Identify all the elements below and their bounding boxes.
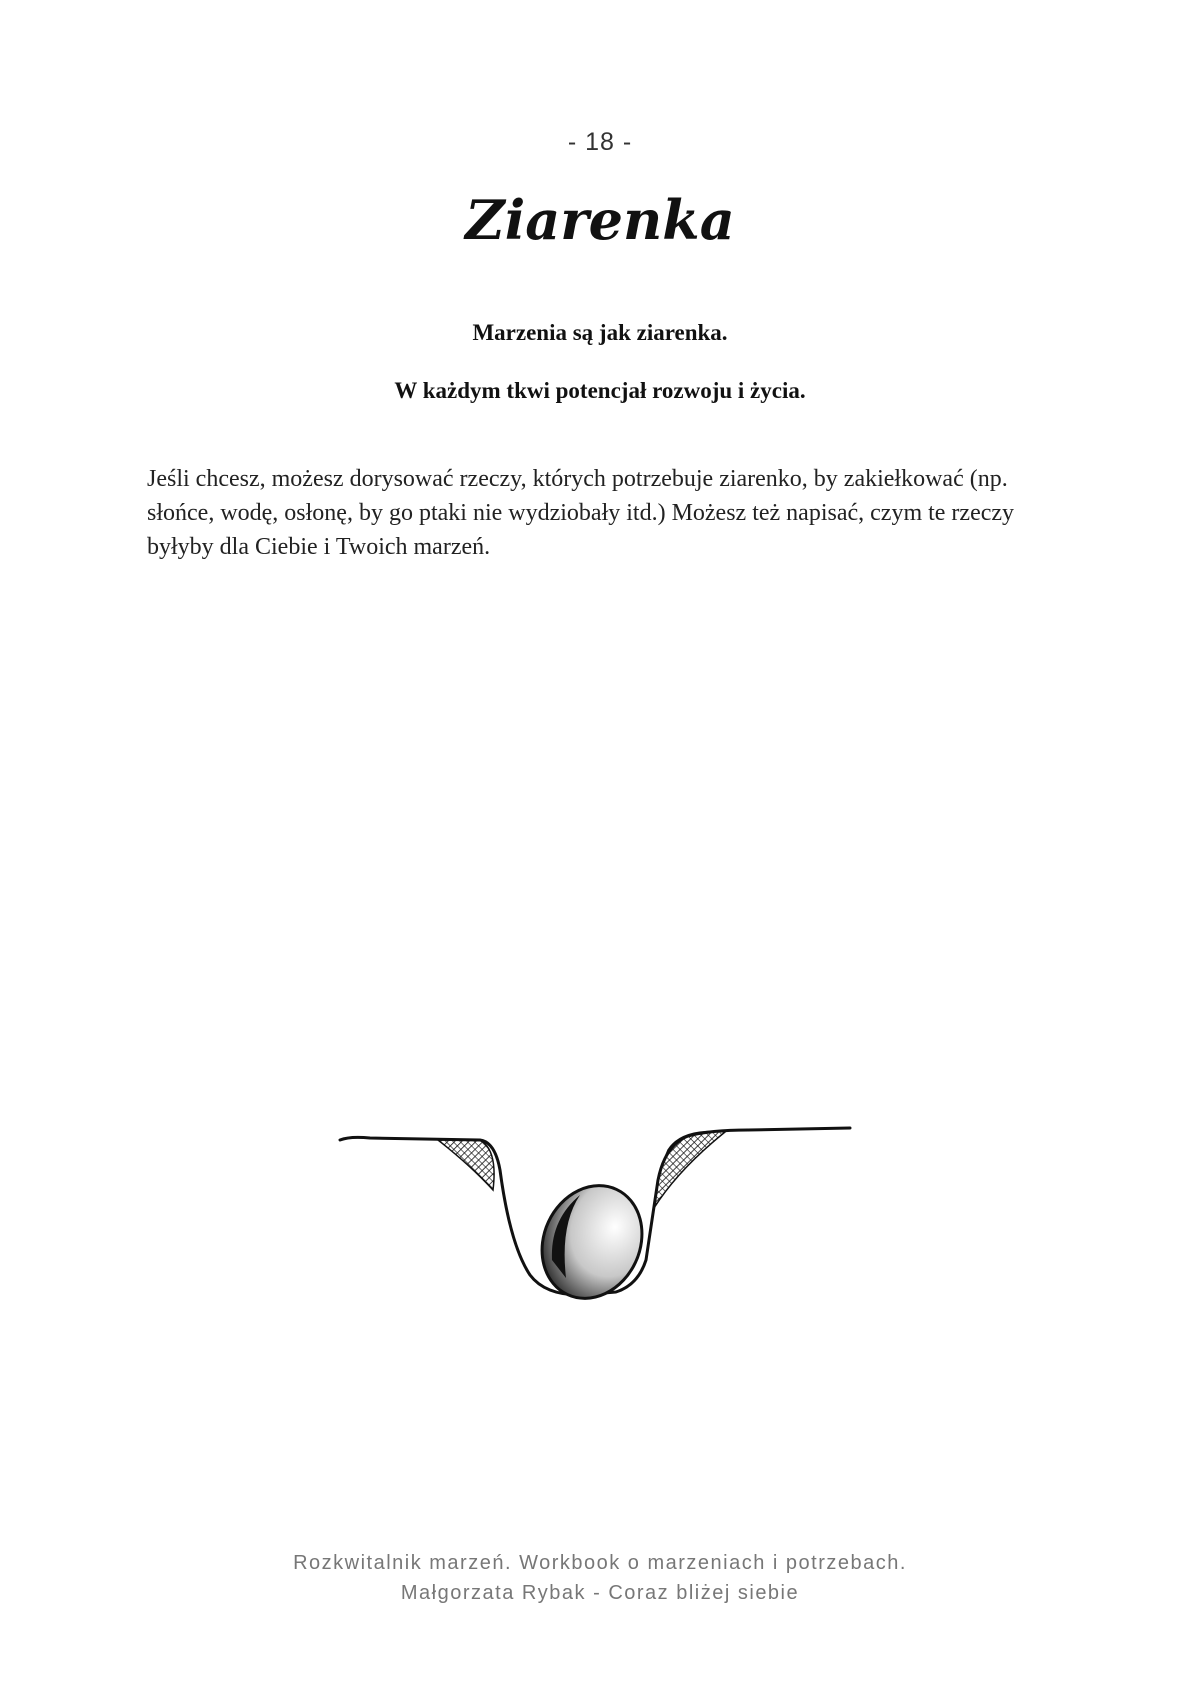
footer-line-2: Małgorzata Rybak - Coraz bliżej siebie [400,1582,800,1604]
intro-line-1: Marzenia są jak ziarenka. [472,320,728,345]
page-title: Ziarenka [465,188,735,252]
right-hatch [654,1131,725,1208]
footer-line-1: Rozkwitalnik marzeń. Workbook o marzeniach i potrzebach. [293,1552,907,1574]
seed-illustration [330,1110,870,1310]
page-number: - 18 - [567,128,633,156]
left-hatch [438,1140,494,1190]
instruction-paragraph: Jeśli chcesz, możesz dorysować rzeczy, których potrzebuje ziarenko, by zakiełkować (np. słońce, wodę, osłonę, by go ptaki nie wydziobały itd.) Możesz też napisać, czym te rzeczy byłyby dla Ciebie i Twoich marzeń. [147,466,1015,560]
intro-line-2: W każdym tkwi potencjał rozwoju i życia. [394,378,806,403]
footer [0,1548,1200,1608]
